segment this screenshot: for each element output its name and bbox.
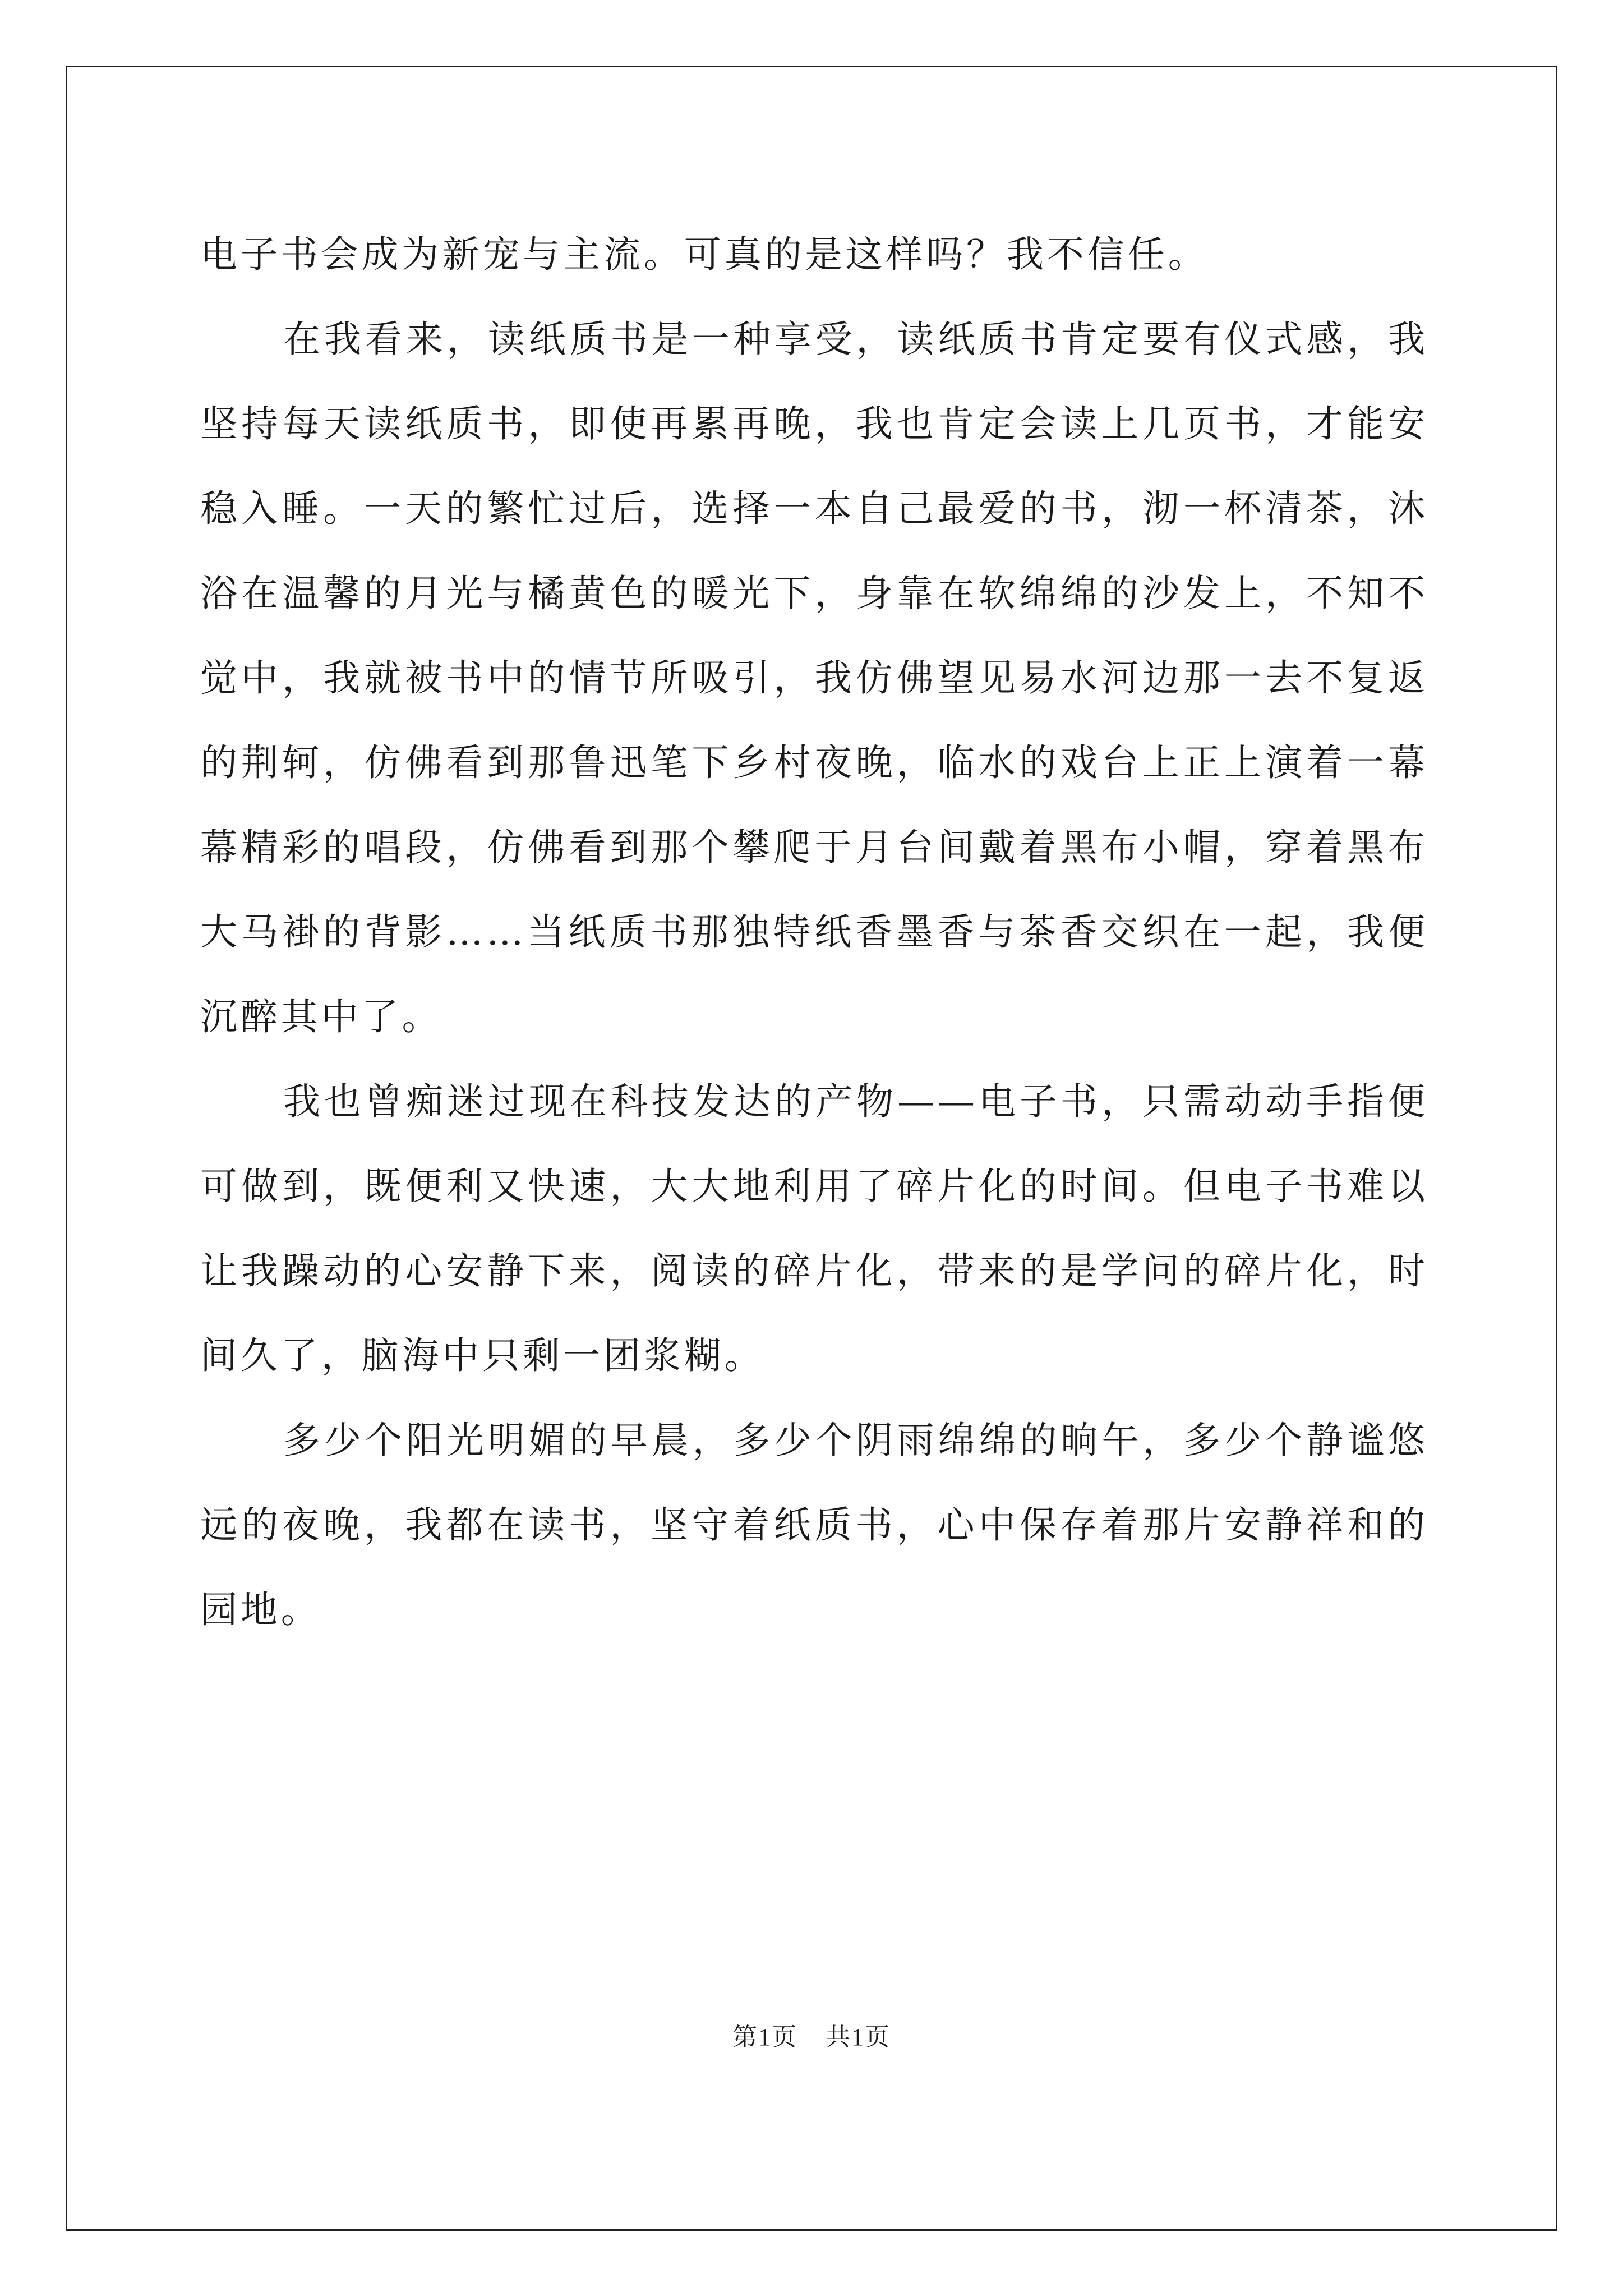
paragraph-first-line: 我也曾痴迷过现在科技发达的产物——电子书，只需动动手指便 <box>283 1080 1428 1123</box>
text-line: 浴在温馨的月光与橘黄色的暖光下，身靠在软绵绵的沙发上，不知不 <box>200 572 1428 615</box>
text-line: 大马褂的背影……当纸质书那独特纸香墨香与茶香交织在一起，我便 <box>200 910 1428 954</box>
page-total: 共1页 <box>826 2023 891 2051</box>
text-line: 觉中，我就被书中的情节所吸引，我仿佛望见易水河边那一去不复返 <box>200 656 1428 700</box>
text-line: 的荆轲，仿佛看到那鲁迅笔下乡村夜晚，临水的戏台上正上演着一幕 <box>200 741 1428 784</box>
text-line: 电子书会成为新宠与主流。可真的是这样吗？我不信任。 <box>200 233 1209 276</box>
page-footer <box>0 2017 1623 2053</box>
text-line: 坚持每天读纸质书，即使再累再晚，我也肯定会读上几页书，才能安 <box>200 402 1428 445</box>
page-number: 第1页 <box>732 2023 797 2051</box>
text-line: 远的夜晚，我都在读书，坚守着纸质书，心中保存着那片安静祥和的 <box>200 1503 1428 1547</box>
text-line: 沉醉其中了。 <box>200 995 442 1038</box>
text-line: 园地。 <box>200 1588 321 1631</box>
text-line: 让我躁动的心安静下来，阅读的碎片化，带来的是学问的碎片化，时 <box>200 1249 1428 1292</box>
text-line: 稳入睡。一天的繁忙过后，选择一本自己最爱的书，沏一杯清茶，沐 <box>200 487 1428 530</box>
text-line: 间久了，脑海中只剩一团浆糊。 <box>200 1334 765 1377</box>
text-line: 幕精彩的唱段，仿佛看到那个攀爬于月台间戴着黑布小帽，穿着黑布 <box>200 826 1428 869</box>
text-line: 可做到，既便利又快速，大大地利用了碎片化的时间。但电子书难以 <box>200 1165 1428 1208</box>
paragraph-first-line: 多少个阳光明媚的早晨，多少个阴雨绵绵的晌午，多少个静谧悠 <box>283 1419 1428 1462</box>
document-body <box>200 212 1428 1652</box>
paragraph-first-line: 在我看来，读纸质书是一种享受，读纸质书肯定要有仪式感，我 <box>283 318 1428 361</box>
